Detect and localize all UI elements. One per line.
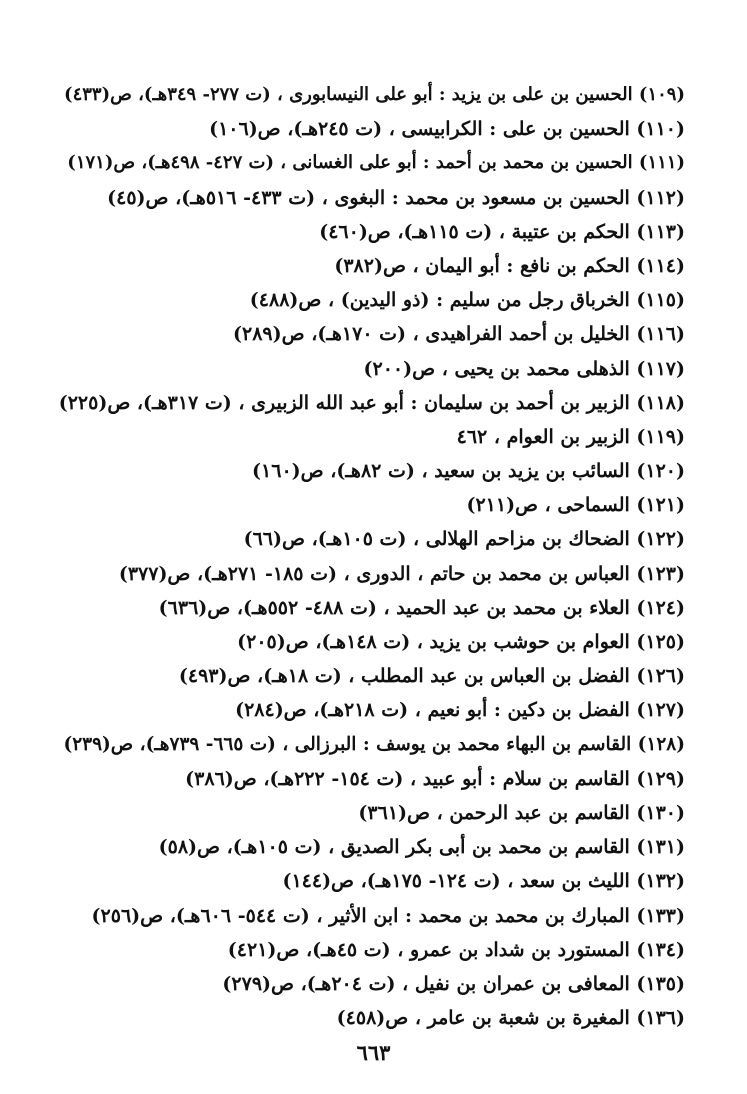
index-entry-list xyxy=(55,78,685,1035)
index-entry: (١٣٢) الليث بن سعد ، (ت ١٢٤- ١٧٥هـ)، ص(١٤٤) xyxy=(282,870,685,893)
index-entry: (١١٦) الخليل بن أحمد الفراهيدى ، (ت ١٧٠هـ)، ص(٢٨٩) xyxy=(233,323,685,346)
index-entry: (١٢٦) الفضل بن العباس بن عبد المطلب ، (ت ١٨هـ)، ص(٤٩٣) xyxy=(178,665,685,688)
index-entry: (١١٧) الذهلى محمد بن يحيى ، ص(٢٠٠) xyxy=(363,357,685,380)
index-entry: (١١٩) الزبير بن العوام ، ٤٦٢ xyxy=(456,425,685,448)
index-entry: (١١٢) الحسين بن مسعود بن محمد : البغوى ، (ت ٤٣٣- ٥١٦هـ)، ص(٤٥) xyxy=(107,186,685,209)
index-entry: (١٣٤) المستورد بن شداد بن عمرو ، (ت ٤٥هـ)، ص(٤٢١) xyxy=(227,938,685,961)
index-entry: (١٠٩) الحسين بن على بن يزيد : أبو على النيسابورى ، (ت ٢٧٧- ٣٤٩هـ)، ص(٤٣٣) xyxy=(64,84,685,105)
index-entry: (١٢١) السماحى ، ص(٢١١) xyxy=(466,494,685,517)
index-entry: (١١٤) الحكم بن نافع : أبو اليمان ، ص(٣٨٢) xyxy=(334,254,685,277)
index-entry: (١٣١) القاسم بن محمد بن أبى بكر الصديق ، (ت ١٠٥هـ)، ص(٥٨) xyxy=(158,836,685,859)
index-entry: (١٣٣) المبارك بن محمد بن محمد : ابن الأثير ، (ت ٥٤٤- ٦٠٦هـ)، ص(٢٥٦) xyxy=(91,904,685,927)
index-entry: (١٢٨) القاسم بن البهاء محمد بن يوسف : البرزالى ، (ت ٦٦٥- ٧٣٩هـ)، ص(٢٣٩) xyxy=(63,733,685,755)
index-entry: (١٢٥) العوام بن حوشب بن يزيد ، (ت ١٤٨هـ)، ص(٢٠٥) xyxy=(237,631,685,653)
index-entry: (١٢٠) السائب بن يزيد بن سعيد ، (ت ٨٢هـ)، ص(١٦٠) xyxy=(252,460,685,483)
index-entry: (١٣٦) المغيرة بن شعبة بن عامر ، ص(٤٥٨) xyxy=(336,1007,685,1030)
index-entry: (١٣٥) المعافى بن عمران بن نفيل ، (ت ٢٠٤هـ)، ص(٢٧٩) xyxy=(222,972,685,995)
index-entry: (١١٥) الخرباق رجل من سليم : (ذو اليدين) ، ص(٤٨٨) xyxy=(249,289,685,312)
index-entry: (١٢٧) الفضل بن دكين : أبو نعيم ، (ت ٢١٨هـ)، ص(٢٨٤) xyxy=(235,699,685,722)
index-entry: (١١١) الحسين بن محمد بن أحمد : أبو على الغسانى ، (ت ٤٢٧- ٤٩٨هـ)، ص(١٧١) xyxy=(67,152,685,174)
index-entry: (١١٠) الحسين بن على : الكرابيسى ، (ت ٢٤٥هـ)، ص(١٠٦) xyxy=(209,118,685,141)
page-number: ٦٦٣ xyxy=(356,1040,391,1065)
index-entry: (١٣٠) القاسم بن عبد الرحمن ، ص(٣٦١) xyxy=(358,801,685,824)
index-entry: (١١٣) الحكم بن عتيبة ، (ت ١١٥هـ)، ص(٤٦٠) xyxy=(319,220,685,243)
index-entry: (١٢٢) الضحاك بن مزاحم الهلالى ، (ت ١٠٥هـ)، ص(٦٦) xyxy=(243,528,685,551)
index-entry: (١٢٣) العباس بن محمد بن حاتم ، الدورى ، (ت ١٨٥- ٢٧١هـ)، ص(٣٧٧) xyxy=(118,562,685,585)
index-entry: (١٢٩) القاسم بن سلام : أبو عبيد ، (ت ١٥٤- ٢٢٢هـ)، ص(٣٨٦) xyxy=(185,767,685,790)
index-entry: (١١٨) الزبير بن أحمد بن سليمان : أبو عبد الله الزبيرى ، (ت ٣١٧هـ)، ص(٢٢٥) xyxy=(58,391,685,414)
index-entry: (١٢٤) العلاء بن محمد بن عبد الحميد ، (ت ٤٨٨- ٥٥٢هـ)، ص(٦٣٦) xyxy=(158,596,685,619)
